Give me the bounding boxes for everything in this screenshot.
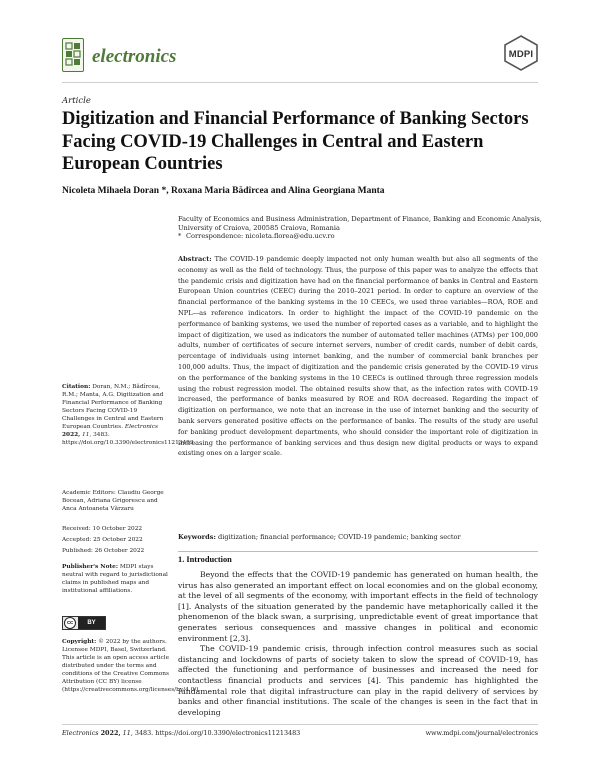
citation-journal: Electronics xyxy=(124,424,159,430)
introduction-body xyxy=(178,570,538,718)
section-divider xyxy=(178,551,538,552)
paper-title: Digitization and Financial Performance of Banking Sectors Facing COVID-19 Challenges in Central and Eastern European Countries xyxy=(62,109,529,174)
paragraph: The COVID-19 pandemic crisis, through infection control measures such as social distancing and lockdowns of parts of society taken to slow the spread of COVID-19, has affected the functioning and performance of businesses and increased the need for contactless financial products and services [4]. This pandemic has highlighted the fundamental role that digital infrastructure can play in the rapid delivery of services by banks and other financial institutions. The scale of the changes is seen in the fact that in developing xyxy=(178,644,538,717)
journal-logo-icon xyxy=(62,38,84,72)
publisher-note xyxy=(62,563,170,595)
date-received: Received: 10 October 2022 xyxy=(62,526,143,532)
affiliation-block xyxy=(178,215,542,241)
copyright-block xyxy=(62,638,201,694)
date-accepted: Accepted: 25 October 2022 xyxy=(62,537,143,544)
keywords xyxy=(178,533,538,542)
paragraph: Beyond the effects that the COVID-19 pandemic has generated on human health, the virus has also generated an important effect on local economies and on the global economy, at the level of all segments of the economy, with important effects in the field of technology [1]. Analysts of the situation generated by the pandemic have metaphorically called it the phenomenon of the black swan, a surprising, unpredictable event of great importance that generates serious consequences and massive changes in political and economic environment [2,3]. xyxy=(178,570,538,643)
footer-volume: 11, xyxy=(122,729,133,737)
dates-block xyxy=(62,525,170,559)
abstract xyxy=(178,254,538,459)
article-type: Article xyxy=(62,96,91,106)
affiliation-line: University of Craiova, 200585 Craiova, Romania xyxy=(178,223,340,232)
section-heading: 1. Introduction xyxy=(178,555,232,564)
publisher-note-text: MDPI stays neutral with regard to jurisdictional claims in published maps and institutional affiliations. xyxy=(62,564,168,594)
citation-label: Citation: xyxy=(62,384,91,390)
publisher-note-label: Publisher's Note: xyxy=(62,564,118,570)
keywords-text: digitization; financial performance; COVID-19 pandemic; banking sector xyxy=(218,533,461,541)
footer-citation xyxy=(62,729,300,737)
copyright-text: © 2022 by the authors. Licensee MDPI, Basel, Switzerland. This article is an open access article distributed under the terms and conditions of the Creative Commons Attribution (CC BY) license (https://creativecommons.org/licenses/by/4.0/). xyxy=(62,639,201,693)
keywords-label: Keywords: xyxy=(178,533,216,541)
cc-icon: cc xyxy=(64,617,76,629)
header-divider xyxy=(62,82,538,83)
footer-year: 2022, xyxy=(100,729,121,737)
by-icon: BY xyxy=(78,617,105,629)
affiliation-line: Faculty of Economics and Business Administration, Department of Finance, Banking and Economic Analysis, xyxy=(178,215,542,223)
correspondence-mark: * xyxy=(178,232,182,241)
footer-divider xyxy=(62,724,538,725)
footer-doi[interactable]: 3483. https://doi.org/10.3390/electronics11213483 xyxy=(134,729,301,737)
citation-year: 2022, xyxy=(62,432,81,438)
abstract-text: The COVID-19 pandemic deeply impacted not only human wealth but also all segments of the economy as well as the field of technology. Thus, the purpose of this paper was to analyze the effects that the pandemic crisis and digitization have had on the financial performance of banks in Central and Eastern European Union countries (CEEC) during the 2010–2021 period. In order to capture an overview of the financial performance of the banking systems in the 10 CEECs, we used three variables—ROA, ROE and NPL—as reference indicators. In order to highlight the impact of the COVID-19 pandemic on the performance of banking systems, we used the number of reported cases as a variable, and to highlight the impact of digitization, we used as indicators the number of automated teller machines (ATMs) per 100,000 adults, number of certificates of secure internet servers, number of credit cards, number of debit cards, percentage of individuals using internet banking, and the number of commercial bank branches per 100,000 adults. Thus, the impact of digitization and the pandemic crisis generated by the COVID-19 virus on the performance of the banking systems in the 10 CEECs is outlined through three regression models using the robust regression model. The obtained results show that, as the infection rates with COVID-19 increased, the performance of banks measured by ROE and ROA decreased. Regarding the impact of digitization on performance, we note that an increase in the use of internet banking and the security of bank servers generated positive effects on the performance of banks. The results of the study are useful for banking product development departments, who should consider the important role of digitization in increasing the performance of banking services and thus design new digital products or ways to expand existing ones on a larger scale. xyxy=(178,255,538,458)
citation-text: Doran, N.M.; Bădîrcea, R.M.; Manta, A.G. Digitization and Financial Performance of Banking Sectors Facing COVID-19 Challenges in Central and Eastern European Countries. xyxy=(62,384,164,430)
academic-editors: Academic Editors: Claudiu George Bocean, Adriana Grigorescu and Anca Antoaneta Vărzaru xyxy=(62,490,164,512)
footer-journal-url[interactable]: www.mdpi.com/journal/electronics xyxy=(425,729,538,737)
correspondence-email[interactable]: Correspondence: nicoleta.florea@edu.ucv.ro xyxy=(186,232,335,241)
cc-by-license-badge[interactable] xyxy=(62,616,106,630)
date-published: Published: 26 October 2022 xyxy=(62,548,145,555)
copyright-label: Copyright: xyxy=(62,639,97,645)
mdpi-logo-text: MDPI xyxy=(508,49,534,60)
abstract-label: Abstract: xyxy=(178,255,212,263)
author-list: Nicoleta Mihaela Doran *, Roxana Maria Bădîrcea and Alina Georgiana Manta xyxy=(62,186,385,196)
correspondence xyxy=(178,232,538,241)
citation-doi[interactable]: 3483. https://doi.org/10.3390/electronics11213483 xyxy=(62,432,194,446)
journal-name[interactable]: electronics xyxy=(92,46,177,67)
footer-journal: Electronics xyxy=(62,729,99,737)
citation-volume: 11, xyxy=(82,432,92,438)
citation-block xyxy=(62,383,194,447)
